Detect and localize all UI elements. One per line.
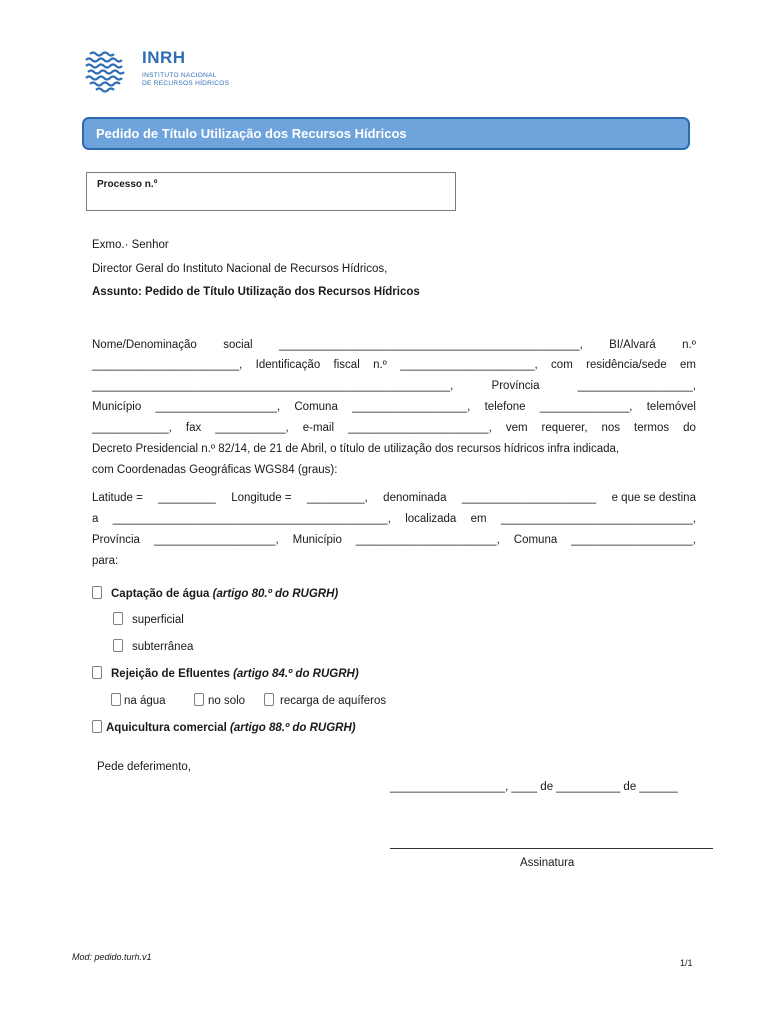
rejeicao-checkbox[interactable] bbox=[92, 666, 102, 679]
date-line[interactable]: __________________, ____ de __________ de ______ bbox=[390, 781, 678, 793]
closing-text: Pede deferimento, bbox=[97, 761, 191, 773]
longitude-blank[interactable]: _________, bbox=[307, 492, 368, 504]
bi-blank[interactable]: _______________________, bbox=[92, 359, 243, 371]
latitude-blank[interactable]: _________ bbox=[158, 492, 216, 504]
body-line-5: ____________, fax ___________, e-mail ______________________, vem requerer, nos termos do bbox=[92, 422, 696, 434]
localizada-blank[interactable]: ______________________________, bbox=[500, 513, 696, 525]
destino-blank[interactable]: ___________________________________________, bbox=[112, 513, 391, 525]
model-code: Mod: pedido.turh.v1 bbox=[72, 952, 152, 962]
body-line-9: a ___________________________________________, localizada em ______________________________, bbox=[92, 513, 696, 525]
name-blank[interactable]: _______________________________________________, bbox=[278, 339, 583, 351]
recarga-checkbox[interactable] bbox=[264, 693, 274, 706]
province2-blank[interactable]: ___________________, bbox=[153, 534, 279, 546]
page-number: 1/1 bbox=[680, 958, 693, 968]
captacao-label: Captação de água (artigo 80.º do RUGRH) bbox=[111, 588, 339, 600]
no-solo-label: no solo bbox=[208, 695, 246, 707]
body-line-8: Latitude = _________ Longitude = _________, denominada _____________________ e que se destina bbox=[92, 492, 696, 504]
province-blank[interactable]: __________________, bbox=[577, 380, 696, 392]
subject-line: Assunto: Pedido de Título Utilização dos Recursos Hídricos bbox=[92, 286, 420, 298]
logo-subtitle-line2: DE RECURSOS HÍDRICOS bbox=[142, 80, 230, 87]
logo-name: INRH bbox=[142, 48, 186, 67]
body-line-4: Município ___________________, Comuna __________________, telefone ______________, telemóvel bbox=[92, 401, 696, 413]
telemovel-blank[interactable]: ____________, bbox=[92, 422, 172, 434]
body-line-1: Nome/Denominação social _______________________________________________, BI/Alvará n.º bbox=[92, 339, 696, 351]
body-line-3: ________________________________________________________, Província __________________, bbox=[92, 380, 696, 392]
denominada-blank[interactable]: _____________________ bbox=[461, 492, 597, 504]
processo-field[interactable] bbox=[86, 172, 456, 211]
telefone-blank[interactable]: ______________, bbox=[539, 401, 633, 413]
municipio2-blank[interactable]: ______________________, bbox=[355, 534, 500, 546]
subterranea-label: subterrânea bbox=[132, 641, 194, 653]
na-agua-checkbox[interactable] bbox=[111, 693, 121, 706]
processo-label: Processo n.º bbox=[97, 179, 158, 190]
residence-blank[interactable]: ________________________________________________________, bbox=[92, 380, 454, 392]
signature-label: Assinatura bbox=[520, 857, 575, 869]
aquicultura-label: Aquicultura comercial (artigo 88.º do RUGRH) bbox=[106, 722, 356, 734]
inrh-logo bbox=[84, 46, 234, 96]
na-agua-label: na água bbox=[124, 695, 166, 707]
subterranea-checkbox[interactable] bbox=[113, 639, 123, 652]
nif-blank[interactable]: _____________________, bbox=[400, 359, 538, 371]
body-line-10: Província ___________________, Município ______________________, Comuna ___________________, bbox=[92, 534, 696, 546]
wave-logo-icon bbox=[84, 46, 130, 94]
body-line-2: _______________________, Identificação fiscal n.º _____________________, com residência/sede em bbox=[92, 359, 696, 371]
body-line-11: para: bbox=[92, 555, 119, 567]
signature-line[interactable] bbox=[390, 848, 713, 849]
body-line-7: com Coordenadas Geográficas WGS84 (graus): bbox=[92, 464, 338, 476]
rejeicao-label: Rejeição de Efluentes (artigo 84.º do RUGRH) bbox=[111, 668, 359, 680]
superficial-checkbox[interactable] bbox=[113, 612, 123, 625]
recarga-label: recarga de aquíferos bbox=[280, 695, 387, 707]
logo-subtitle-line1: INSTITUTO NACIONAL bbox=[142, 72, 217, 79]
superficial-label: superficial bbox=[132, 614, 184, 626]
addressee: Director Geral do Instituto Nacional de Recursos Hídricos, bbox=[92, 263, 388, 275]
municipio-blank[interactable]: ___________________, bbox=[155, 401, 281, 413]
aquicultura-checkbox[interactable] bbox=[92, 720, 102, 733]
body-line-6: Decreto Presidencial n.º 82/14, de 21 de Abril, o título de utilização dos recursos hídricos infra indicada, bbox=[92, 443, 620, 455]
fax-blank[interactable]: ___________, bbox=[215, 422, 289, 434]
salutation: Exmo.· Senhor bbox=[92, 239, 169, 251]
captacao-checkbox[interactable] bbox=[92, 586, 102, 599]
comuna-blank[interactable]: __________________, bbox=[352, 401, 471, 413]
email-blank[interactable]: ______________________, bbox=[347, 422, 492, 434]
comuna2-blank[interactable]: ___________________, bbox=[571, 534, 696, 546]
no-solo-checkbox[interactable] bbox=[194, 693, 204, 706]
form-title-banner: Pedido de Título Utilização dos Recursos Hídricos bbox=[82, 117, 690, 150]
